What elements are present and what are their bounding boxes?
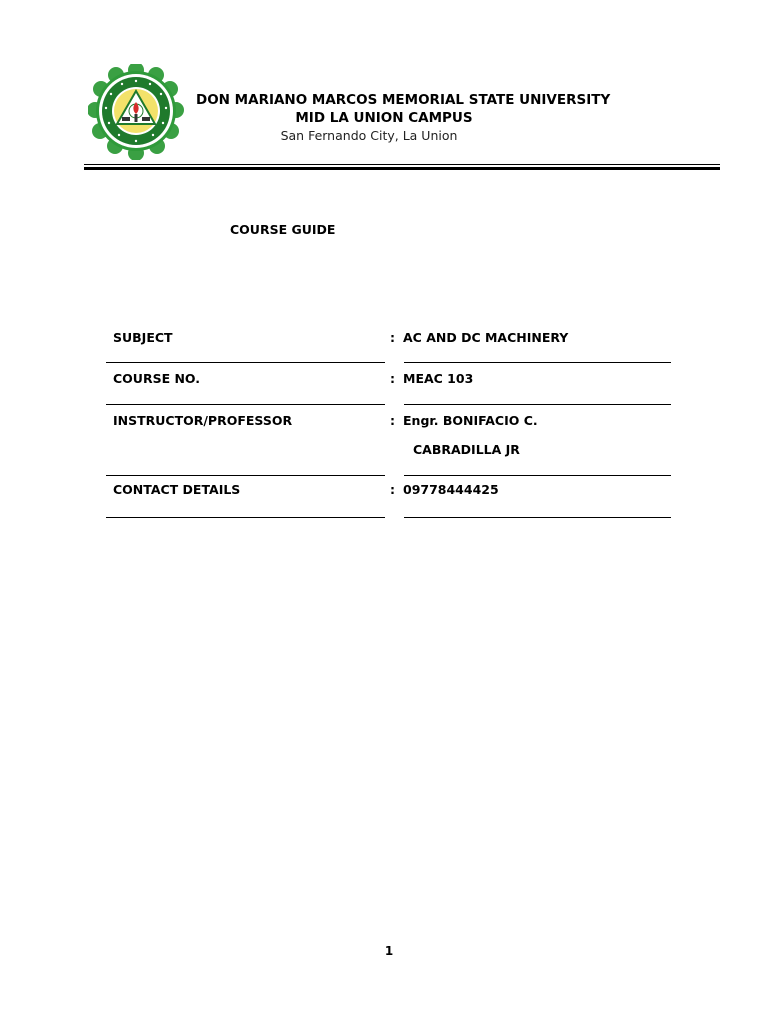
contact-label: CONTACT DETAILS <box>113 482 241 497</box>
subject-label: SUBJECT <box>113 330 173 345</box>
campus-name: MID LA UNION CAMPUS <box>295 110 473 126</box>
city-line: San Fernando City, La Union <box>280 128 458 143</box>
document-title: COURSE GUIDE <box>230 222 336 237</box>
university-seal-icon <box>88 64 184 160</box>
header-rule-thick <box>84 167 720 170</box>
subject-colon: : <box>390 330 395 345</box>
subject-underline-right <box>404 362 671 363</box>
course-no-underline-left <box>106 404 385 405</box>
instructor-colon: : <box>390 413 395 428</box>
subject-underline-left <box>106 362 385 363</box>
course-no-label: COURSE NO. <box>113 371 201 386</box>
contact-underline-right <box>404 517 671 518</box>
course-no-underline-right <box>404 404 671 405</box>
instructor-value-line2: CABRADILLA JR <box>413 442 520 457</box>
contact-colon: : <box>390 482 395 497</box>
instructor-value: Engr. BONIFACIO C. <box>403 413 538 428</box>
instructor-label: INSTRUCTOR/PROFESSOR <box>113 413 293 428</box>
course-no-colon: : <box>390 371 395 386</box>
subject-value: AC AND DC MACHINERY <box>403 330 569 345</box>
contact-underline-left <box>106 517 385 518</box>
header-rule-thin <box>84 164 720 165</box>
page-number: 1 <box>384 944 394 958</box>
instructor-underline-left <box>106 475 385 476</box>
course-no-value: MEAC 103 <box>403 371 474 386</box>
university-name: DON MARIANO MARCOS MEMORIAL STATE UNIVERSITY <box>196 92 611 108</box>
contact-value: 09778444425 <box>403 482 499 497</box>
instructor-underline-right <box>404 475 671 476</box>
